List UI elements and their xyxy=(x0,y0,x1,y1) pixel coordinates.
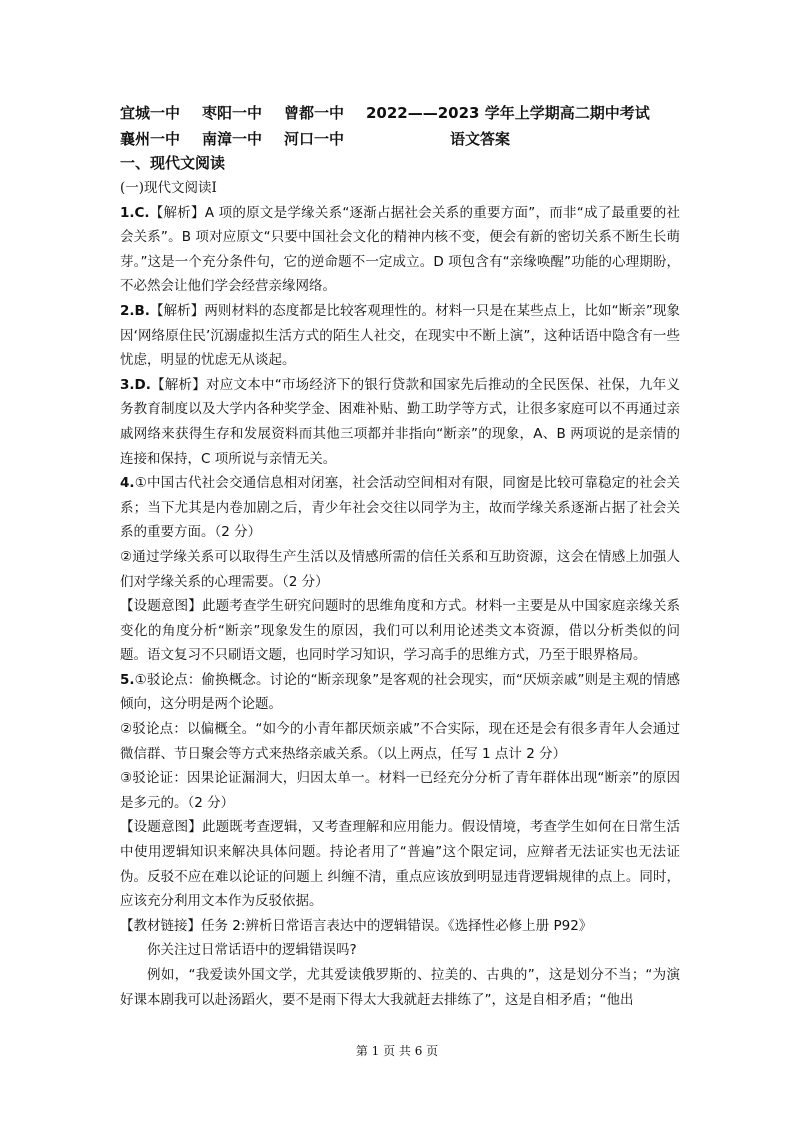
question-number: 5. xyxy=(120,671,135,688)
question-number: 3.D. xyxy=(120,376,151,393)
answer-text: A 项的原文是学缘关系“逐渐占据社会关系的重要方面”，而非“成了最重要的社会关系”。B 项对应原文“只要中国社会文化的精神内核不变，便会有新的密切关系不断生长萌芽。”这是一个充分条件句，它的逆命题不一定成立。D 项包含有“亲缘唤醒”功能的心理期盼，不必然会让他们学会经营亲缘网络。 xyxy=(120,204,681,295)
answer-5-point-3: ③驳论证：因果论证漏洞大，归因太单一。材料一已经充分分析了青年群体出现“断亲”的原因是多元的。（2 分） xyxy=(120,770,680,811)
answer-4-intent: 【设题意图】此题考查学生研究问题时的思维角度和方式。材料一主要是从中国家庭亲缘关系变化的角度分析“断亲”现象发生的原因，我们可以利用论述类文本资源，借以分析类似的问题。语文复习不只刷语文题，也同时学习知识，学习高手的思维方式，乃至于眼界格局。 xyxy=(120,598,680,664)
answer-text: 两则材料的态度都是比较客观理性的。材料一只是在某些点上，比如“断亲”现象因‘网络原住民’沉溺虚拟生活方式的陌生人社交，在现实中不断上演”，这种话语中隐含有一些忧虑，明显的忧虑无从谈起。 xyxy=(120,302,680,369)
answer-5-point-1 xyxy=(120,668,680,717)
question-number: 1.C. xyxy=(120,204,150,221)
answer-text: 对应文本中“市场经济下的银行贷款和国家先后推动的全民医保、社保，九年义务教育制度以及大学内各种奖学金、困难补贴、勤工助学等方式，让很多家庭可以不再通过亲戚网络来获得生存和发展资料而其他三项都并非指向“断亲”的现象，A、B 两项说的是亲情的连接和保持，C 项所说与亲情无关。 xyxy=(120,376,680,467)
answer-text: ①中国古代社会交通信息相对闭塞，社会活动空间相对有限，同窗是比较可靠稳定的社会关系；当下尤其是内卷加剧之后，青少年社会交往以同学为主，故而学缘关系逐渐占据了社会关系的重要方面。（2 分） xyxy=(120,475,680,541)
answer-1 xyxy=(120,201,680,299)
question-number: 4. xyxy=(120,475,135,492)
header-line-1 xyxy=(120,100,720,126)
school-name: 宜城一中 xyxy=(120,104,181,122)
school-name: 曾都一中 xyxy=(284,104,345,122)
answer-text: ①驳论点：偷换概念。讨论的“断亲现象”是客观的社会现实，而“厌烦亲戚”则是主观的情感倾向，这分明是两个论题。 xyxy=(120,671,680,713)
textbook-example: 例如，“我爱读外国文学，尤其爱读俄罗斯的、拉美的、古典的”，这是划分不当；“为演好课本剧我可以赴汤蹈火，要不是雨下得太大我就赶去排练了”，这是自相矛盾；“他出 xyxy=(120,967,680,1008)
school-name: 南漳一中 xyxy=(202,130,263,148)
school-name: 河口一中 xyxy=(284,130,345,148)
answer-4-point-1 xyxy=(120,471,680,545)
analysis-tag: 【解析】 xyxy=(149,204,205,221)
school-name: 襄州一中 xyxy=(120,130,181,148)
document-body xyxy=(120,150,680,1012)
analysis-tag: 【解析】 xyxy=(149,302,205,319)
school-name: 枣阳一中 xyxy=(202,104,263,122)
question-number: 2.B. xyxy=(120,302,150,319)
answer-2 xyxy=(120,299,680,373)
header-line-2 xyxy=(120,126,720,152)
section-title: 一、现代文阅读 xyxy=(120,154,226,172)
subject-title: 语文答案 xyxy=(450,130,511,148)
document-header xyxy=(120,100,720,152)
answer-4-point-2: ②通过学缘关系可以取得生产生活以及情感所需的信任关系和互助资源，这会在情感上加强人们对学缘关系的心理需要。（2 分） xyxy=(120,548,680,590)
subsection-title: (一)现代文阅读Ⅰ xyxy=(120,180,217,196)
textbook-question: 你关注过日常话语中的逻辑错误吗? xyxy=(147,942,357,959)
textbook-link: 【教材链接】任务 2:辨析日常语言表达中的逻辑错误。《选择性必修上册 P92》 xyxy=(120,917,593,934)
answer-5-point-2: ②驳论点：以偏概全。“如今的小青年都厌烦亲戚”不合实际，现在还是会有很多青年人会通过微信群、节日聚会等方式来热络亲戚关系。（以上两点，任写 1 点计 2 分） xyxy=(120,721,680,762)
page-footer: 第 1 页 共 6 页 xyxy=(355,1044,439,1058)
exam-title: 2022——2023 学年上学期高二期中考试 xyxy=(366,104,650,122)
answer-5-intent: 【设题意图】此题既考查逻辑，又考查理解和应用能力。假设情境，考查学生如何在日常生活中使用逻辑知识来解决具体问题。持论者用了“普遍”这个限定词，应辩者无法证实也无法证伪。反驳不应在难以论证的问题上 纠缠不清，重点应该放到明显违背逻辑规律的点上。同时，应该充分利用文本作为反驳依据。 xyxy=(120,819,680,910)
answer-3 xyxy=(120,373,680,471)
analysis-tag: 【解析】 xyxy=(150,376,207,393)
